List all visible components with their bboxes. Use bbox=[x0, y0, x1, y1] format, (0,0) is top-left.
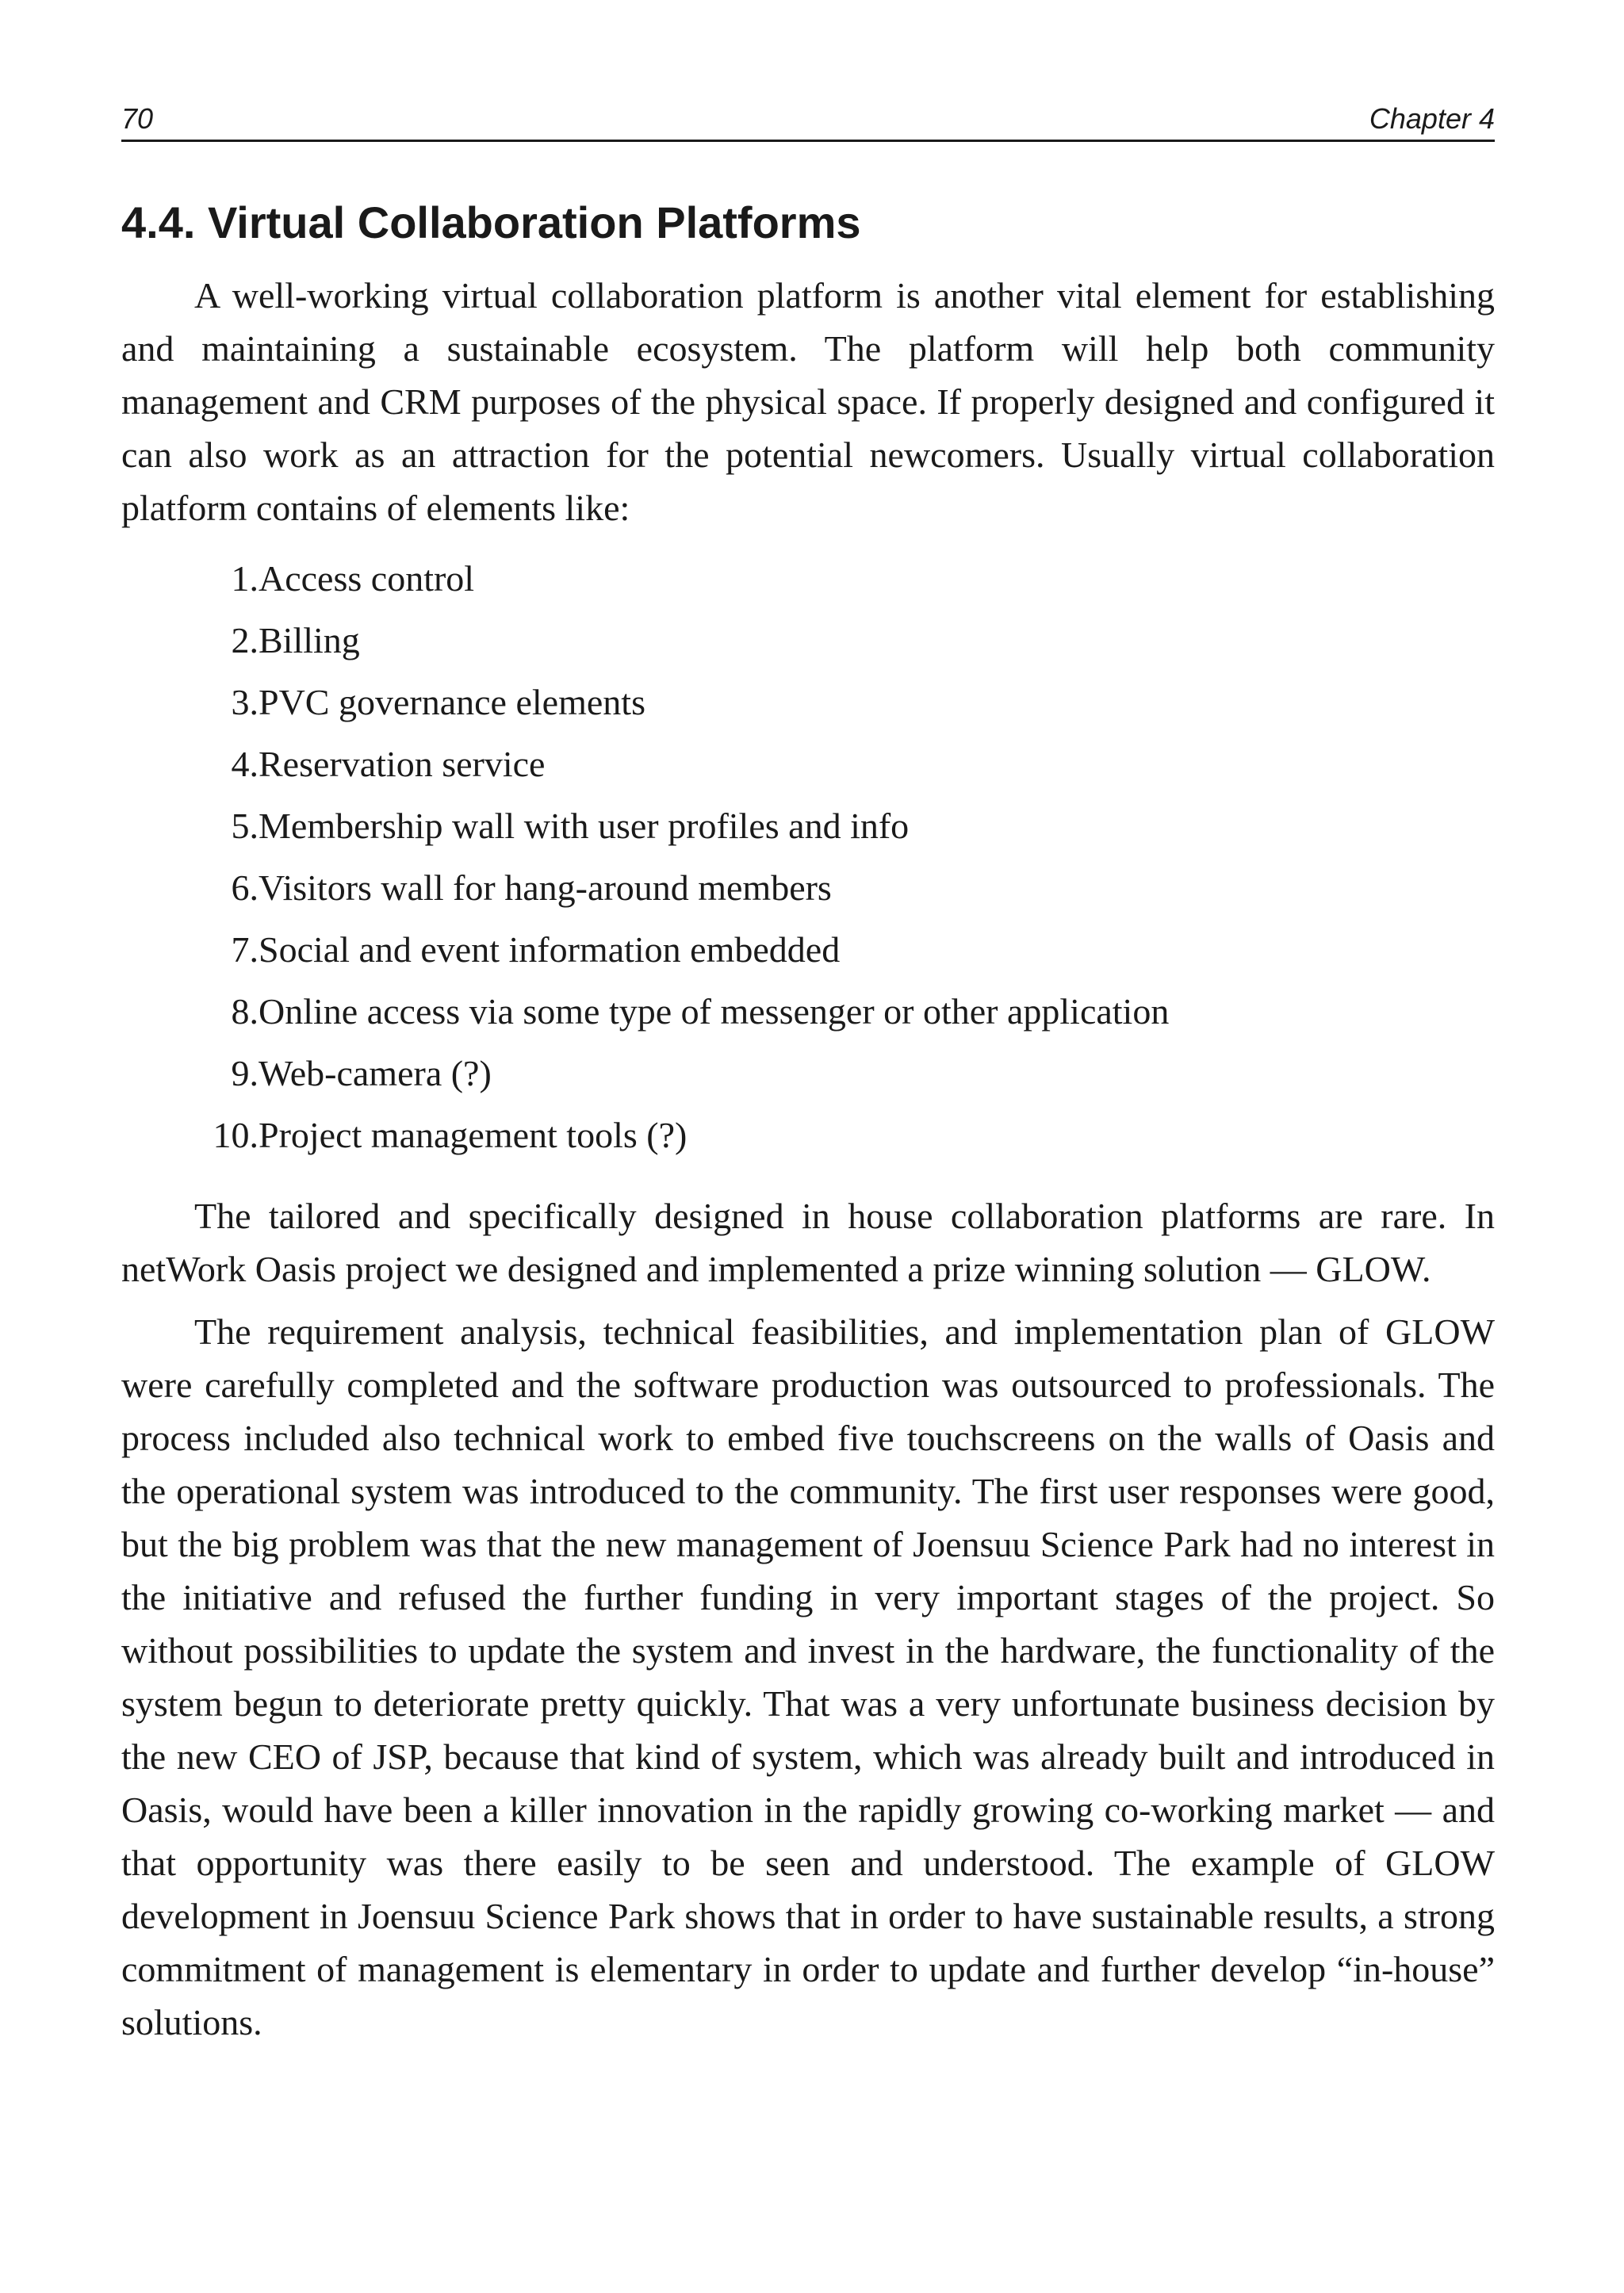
element-list bbox=[121, 547, 1495, 1166]
intro-paragraph: A well-working virtual collaboration platform is another vital element for establishing and maintaining a sustainable ecosystem. The platform will help both community management and CRM purposes of the physical space. If properly designed and configured it can also work as an attraction for the potential newcomers. Usually virtual collaboration platform contains of elements like: bbox=[121, 275, 1495, 528]
list-item bbox=[121, 856, 1495, 918]
list-item-number: 5. bbox=[231, 805, 259, 846]
list-item-text: Social and event information embedded bbox=[259, 928, 841, 970]
body-text bbox=[121, 269, 1495, 2049]
list-item-number: 7. bbox=[231, 928, 259, 970]
chapter-label: Chapter 4 bbox=[1369, 102, 1495, 135]
list-item bbox=[121, 1104, 1495, 1166]
list-item bbox=[121, 671, 1495, 733]
list-item bbox=[121, 980, 1495, 1042]
page-number: 70 bbox=[121, 102, 154, 135]
list-item-number: 3. bbox=[231, 681, 259, 722]
list-item-text: Online access via some type of messenger or other application bbox=[259, 990, 1170, 1032]
book-page bbox=[121, 101, 1495, 2058]
list-item-number: 6. bbox=[231, 867, 259, 908]
list-item-text: Visitors wall for hang-around members bbox=[259, 867, 832, 908]
list-item bbox=[121, 547, 1495, 609]
list-item-text: Reservation service bbox=[259, 743, 546, 784]
list-item bbox=[121, 794, 1495, 856]
list-item-text: Access control bbox=[259, 557, 475, 599]
list-item-text: Membership wall with user profiles and info bbox=[259, 805, 910, 846]
list-item-number: 10. bbox=[213, 1114, 259, 1155]
list-item-text: Web-camera (?) bbox=[259, 1052, 492, 1093]
list-item-number: 1. bbox=[231, 557, 259, 599]
list-item-number: 9. bbox=[231, 1052, 259, 1093]
list-item-number: 4. bbox=[231, 743, 259, 784]
list-item-text: Project management tools (?) bbox=[259, 1114, 688, 1155]
glow-intro-paragraph: The tailored and specifically designed in house collaboration platforms are rare. In netWork Oasis project we designed and implemented a prize winning solution — GLOW. bbox=[121, 1196, 1495, 1289]
list-item bbox=[121, 609, 1495, 671]
list-item-number: 2. bbox=[231, 619, 259, 660]
list-item bbox=[121, 733, 1495, 794]
glow-analysis-paragraph: The requirement analysis, technical feasibilities, and implementation plan of GLOW were carefully completed and the software production was outsourced to professionals. The process included also technical work to embed five touchscreens on the walls of Oasis and the operational system was introduced to the community. The first user responses were good, but the big problem was that the new management of Joensuu Science Park had no interest in the initiative and refused the further funding in very important stages of the project. So without possibilities to update the system and invest in the hardware, the functionality of the system begun to deteriorate pretty quickly. That was a very unfortunate business decision by the new CEO of JSP, because that kind of system, which was already built and introduced in Oasis, would have been a killer innovation in the rapidly growing co-working market — and that opportunity was there easily to be seen and understood. The example of GLOW development in Joensuu Science Park shows that in order to have sustainable results, a strong commitment of management is elementary in order to update and further develop “in-house” solutions. bbox=[121, 1311, 1495, 2042]
list-item-text: Billing bbox=[259, 619, 360, 660]
list-item-text: PVC governance elements bbox=[259, 681, 645, 722]
section-heading: 4.4. Virtual Collaboration Platforms bbox=[121, 197, 861, 247]
running-header bbox=[121, 101, 1495, 142]
list-item-number: 8. bbox=[231, 990, 259, 1032]
list-item bbox=[121, 918, 1495, 980]
list-item bbox=[121, 1042, 1495, 1104]
